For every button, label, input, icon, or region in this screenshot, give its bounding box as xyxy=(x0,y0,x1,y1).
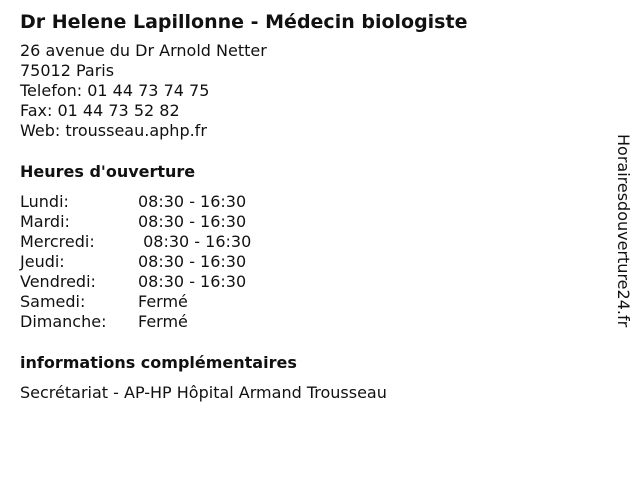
day-label: Mercredi: xyxy=(20,232,95,251)
time-value: 08:30 - 16:30 xyxy=(138,252,247,271)
hours-heading: Heures d'ouverture xyxy=(20,162,196,181)
hours-row-mercredi xyxy=(20,232,600,252)
info-text: Secrétariat - AP-HP Hôpital Armand Trousseau xyxy=(20,383,387,402)
day-label: Samedi: xyxy=(20,292,86,311)
site-watermark: Horairesdouverture24.fr xyxy=(614,134,633,328)
hours-table xyxy=(20,192,600,332)
hours-row-vendredi xyxy=(20,272,600,292)
hours-row-jeudi xyxy=(20,252,600,272)
time-value: Fermé xyxy=(138,292,188,311)
web-line: Web: trousseau.aphp.fr xyxy=(20,121,207,140)
postal-city: 75012 Paris xyxy=(20,61,115,80)
hours-row-lundi xyxy=(20,192,600,212)
day-label: Mardi: xyxy=(20,212,70,231)
hours-row-dimanche xyxy=(20,312,600,332)
time-value: 08:30 - 16:30 xyxy=(138,232,252,251)
hours-row-mardi xyxy=(20,212,600,232)
listing-card xyxy=(20,8,600,403)
day-label: Dimanche: xyxy=(20,312,107,331)
hours-row-samedi xyxy=(20,292,600,312)
time-value: 08:30 - 16:30 xyxy=(138,192,247,211)
contact-block xyxy=(20,41,600,141)
time-value: Fermé xyxy=(138,312,188,331)
phone-line: Telefon: 01 44 73 74 75 xyxy=(20,81,210,100)
time-value: 08:30 - 16:30 xyxy=(138,212,247,231)
page-title: Dr Helene Lapillonne - Médecin biologiste xyxy=(20,11,468,33)
day-label: Vendredi: xyxy=(20,272,96,291)
info-heading: informations complémentaires xyxy=(20,353,297,372)
day-label: Lundi: xyxy=(20,192,69,211)
fax-line: Fax: 01 44 73 52 82 xyxy=(20,101,180,120)
day-label: Jeudi: xyxy=(20,252,65,271)
time-value: 08:30 - 16:30 xyxy=(138,272,247,291)
street-address: 26 avenue du Dr Arnold Netter xyxy=(20,41,267,60)
